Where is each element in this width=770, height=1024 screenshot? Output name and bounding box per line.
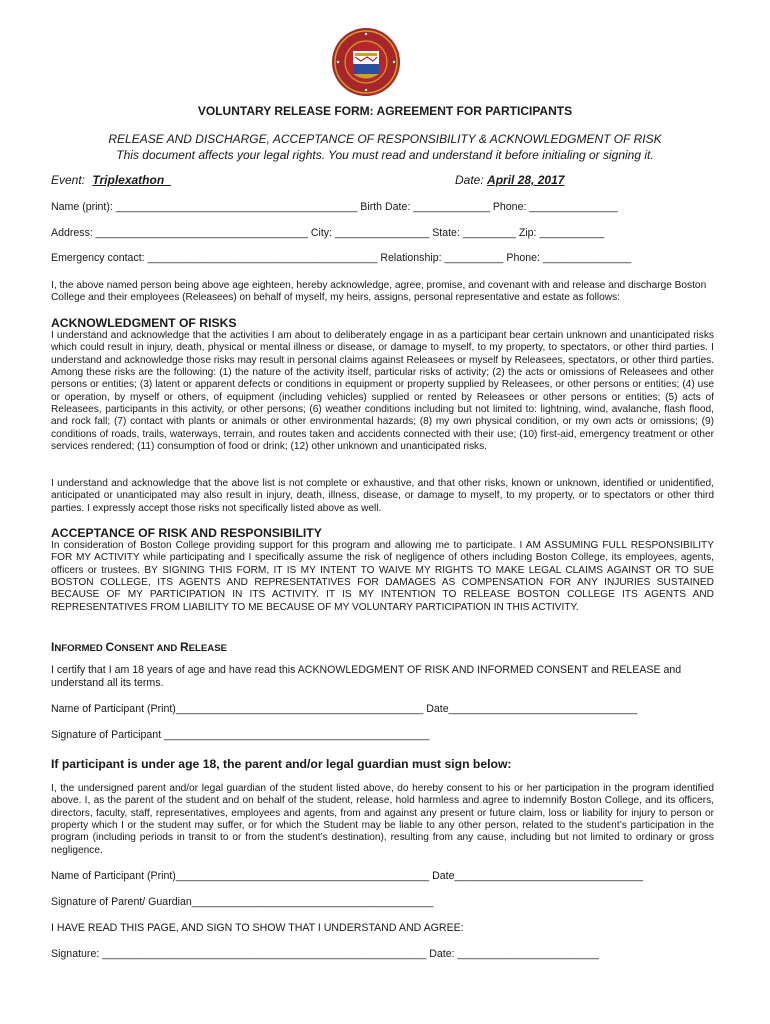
emergency-field-row	[51, 252, 631, 264]
name-label: Name (print):	[51, 201, 113, 213]
guardian-participant-name-input[interactable]: ___________________________________________	[175, 870, 430, 882]
guardian-participant-name-label: Name of Participant (Print)	[51, 870, 176, 882]
event-row	[51, 173, 171, 187]
emergency-contact-label: Emergency contact:	[51, 252, 145, 264]
event-date-row	[455, 173, 564, 187]
phone-label: Phone:	[492, 201, 527, 213]
participant-name-input[interactable]: __________________________________________	[175, 703, 424, 715]
participant-signature-label: Signature of Participant	[51, 729, 162, 741]
city-label: City:	[310, 227, 333, 239]
acknowledgment-paragraph-2: I understand and acknowledge that the above list is not complete or exhaustive, and that other risks, known or unknown, identified or unidentified, anticipated or unanticipated may also result in injury, death, illness, disease, or damage to myself, to my property, or to spectators or other third parties. I expressly accept those risks not specifically listed above as well.	[51, 478, 714, 514]
guardian-signature-row	[51, 896, 433, 908]
final-date-input[interactable]: ________________________	[457, 948, 599, 960]
acknowledgment-paragraph: I understand and acknowledge that the activities I am about to deliberately engage in as a participant bear certain unknown and unanticipated risks which could result in injury, death, physical or mental illness or disease, or damage to myself, to my property, to spectators, or other third parties. I understand and acknowledge those risks may result in personal claims against Releasees or myself by Releasees, spectators, or other third parties. Among these risks are the following: (1) the nature of the activity itself, particular risks of activity; (2) the acts or omissions of Releasees and other persons or entities; (3) latent or apparent defects or conditions in equipment or property supplied by Releasees, or other persons or entities; (4) use or operation, by myself or others, of equipment (including vehicles) supplied or rented by Releasees or other persons or entities; (5) acts of Releasees, participants in this activity, or other persons; (6) weather conditions including but not limited to: lightning, wind, avalanche, flash flood, and rock fall; (7) contact with plants or animals or other environmental hazards; (8) my own physical condition, or my own acts or omissions; (9) conditions of roads, trails, waterways, terrain, and routes taken and accidents connected with their use; (10) first-aid, emergency treatment or other services rendered; (11) consumption of food or drink; (12) other unknown and unanticipated risks.	[51, 330, 714, 453]
event-label: Event:	[51, 173, 86, 187]
participant-name-row	[51, 703, 637, 715]
guardian-date-label: Date	[432, 870, 455, 882]
guardian-participant-name-row	[51, 870, 643, 882]
participant-name-label: Name of Participant (Print)	[51, 703, 176, 715]
address-field-row	[51, 227, 604, 239]
relationship-input[interactable]: __________	[444, 252, 504, 264]
event-date-value: April 28, 2017	[487, 173, 565, 187]
final-signature-input[interactable]: _______________________________________________________	[102, 948, 427, 960]
emergency-contact-input[interactable]: _______________________________________	[147, 252, 378, 264]
relationship-label: Relationship:	[380, 252, 442, 264]
event-value: Triplexathon	[92, 173, 165, 187]
address-label: Address:	[51, 227, 93, 239]
final-signature-label: Signature:	[51, 948, 100, 960]
emergency-phone-input[interactable]: _______________	[542, 252, 632, 264]
acknowledgment-heading: ACKNOWLEDGMENT OF RISKS	[51, 316, 237, 330]
agreement-statement: I HAVE READ THIS PAGE, AND SIGN TO SHOW THAT I UNDERSTAND AND AGREE:	[51, 922, 464, 934]
intro-paragraph: I, the above named person being above age eighteen, hereby acknowledge, agree, promise, and covenant with and release and discharge Boston College and their employees (Releasees) on behalf of myself, my heirs, assigns, personal representative and estate as follows:	[51, 280, 707, 304]
zip-input[interactable]: ___________	[539, 227, 605, 239]
guardian-signature-label: Signature of Parent/ Guardian	[51, 896, 192, 908]
legal-notice: This document affects your legal rights. You must read and understand it before initialing or signing it.	[116, 148, 654, 162]
state-input[interactable]: _________	[462, 227, 516, 239]
participant-signature-input[interactable]: _____________________________________________	[164, 729, 430, 741]
state-label: State:	[432, 227, 460, 239]
acceptance-heading: ACCEPTANCE OF RISK AND RESPONSIBILITY	[51, 526, 322, 540]
birth-date-input[interactable]: _____________	[413, 201, 490, 213]
guardian-paragraph: I, the undersigned parent and/or legal guardian of the student listed above, do hereby consent to his or her participation in the program identified above. I, as the parent of the student and on behalf of the student, release, hold harmless and agree to indemnify Boston College, and its officers, directors, faculty, staff, representatives, employees and agents, from and against any present or future claim, loss or liability for injury to person or property which I or the student may suffer, or for which the Student may be liable to any other person, related to the student’s participation in the program (including periods in transit to or from the student’s destination), resulting from any cause, including but not limited to ordinary or gross negligence.	[51, 783, 714, 856]
guardian-heading: If participant is under age 18, the parent and/or legal guardian must sign below:	[51, 757, 512, 771]
final-signature-row	[51, 948, 599, 960]
phone-input[interactable]: _______________	[529, 201, 618, 213]
guardian-date-input[interactable]: ________________________________	[454, 870, 644, 882]
zip-label: Zip:	[518, 227, 537, 239]
participant-signature-row	[51, 729, 429, 741]
event-date-label: Date:	[455, 173, 484, 187]
final-date-label: Date:	[429, 948, 455, 960]
informed-consent-heading: INFORMED CONSENT AND RELEASE	[51, 640, 227, 654]
participant-date-label: Date	[426, 703, 449, 715]
boston-college-seal-icon	[331, 27, 401, 97]
guardian-signature-input[interactable]: _________________________________________	[191, 896, 434, 908]
participant-date-input[interactable]: ________________________________	[448, 703, 638, 715]
acceptance-paragraph: In consideration of Boston College providing support for this program and allowing me to participate. I AM ASSUMING FULL RESPONSIBILITY FOR MY ACTIVITY while participating and I specifically assume the risk of negligence of others including Boston College, its employees, agents, officers or trustees. BY SIGNING THIS FORM, IT IS MY INTENT TO WAIVE MY RIGHTS TO MAKE LEGAL CLAIMS AGAINST OR TO SUE BOSTON COLLEGE, ITS AGENTS AND REPRESENTATIVES FOR DAMAGES AS COMPENSATION FOR ANY INJURIES SUSTAINED BECAUSE OF MY PARTICIPATION IN ITS ACTIVITY. IT IS MY INTENTION TO RELEASE BOSTON COLLEGE ITS AGENTS AND REPRESENTATIVES FROM LIABILITY TO ME BECAUSE OF MY VOLUNTARY PARTICIPATION IN THIS ACTIVITY.	[51, 540, 714, 613]
address-input[interactable]: ____________________________________	[95, 227, 308, 239]
name-input[interactable]: _________________________________________	[115, 201, 358, 213]
city-input[interactable]: ________________	[334, 227, 430, 239]
certify-paragraph: I certify that I am 18 years of age and have read this ACKNOWLEDGMENT OF RISK AND INFORMED CONSENT and RELEASE and understand all its terms.	[51, 664, 682, 689]
name-field-row	[51, 201, 618, 213]
form-title: VOLUNTARY RELEASE FORM: AGREEMENT FOR PARTICIPANTS	[197, 104, 573, 118]
form-subtitle: RELEASE AND DISCHARGE, ACCEPTANCE OF RESPONSIBILITY & ACKNOWLEDGMENT OF RISK	[108, 132, 662, 146]
birth-date-label: Birth Date:	[360, 201, 411, 213]
emergency-phone-label: Phone:	[506, 252, 540, 264]
